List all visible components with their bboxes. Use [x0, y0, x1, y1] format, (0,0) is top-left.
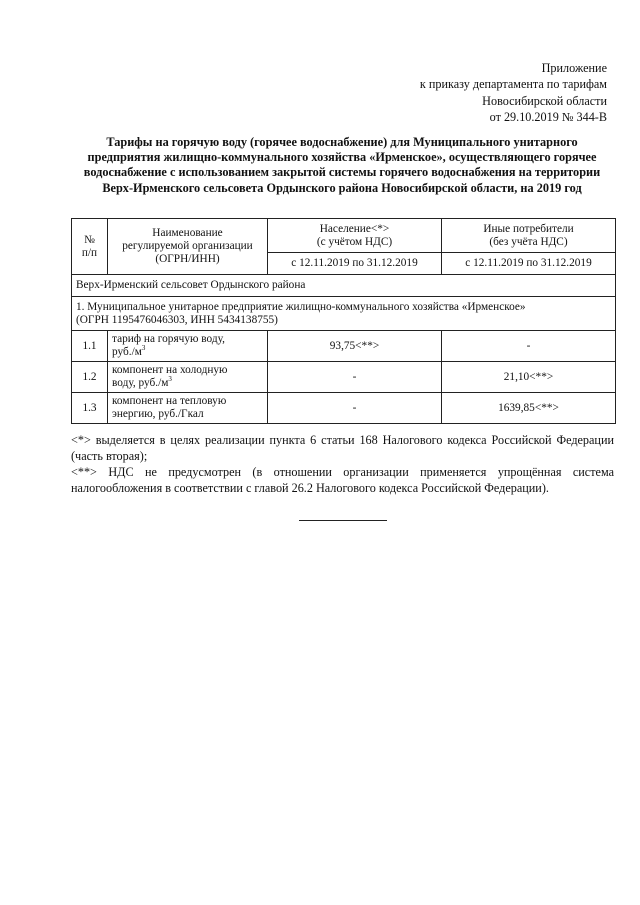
- appendix-header: [347, 60, 607, 126]
- row-other-value: 21,10<**>: [442, 362, 616, 393]
- appendix-line: Приложение: [541, 61, 607, 75]
- header-other: Иные потребители (без учёта НДС): [442, 219, 616, 253]
- appendix-line: Новосибирской области: [482, 93, 607, 108]
- appendix-line: к приказу департамента по тарифам: [419, 77, 607, 92]
- row-population-value: 93,75<**>: [268, 331, 442, 362]
- footnote-1: <*> выделяется в целях реализации пункта 6 статьи 168 Налогового кодекса Российской Федерации (часть вторая);: [71, 433, 614, 463]
- row-name: компонент на тепловую энергию, руб./Гкал: [108, 393, 268, 424]
- header-num: № п/п: [72, 219, 108, 275]
- row-population-value: -: [268, 393, 442, 424]
- header-population: Население<*> (с учётом НДС): [268, 219, 442, 253]
- section-row: [72, 275, 616, 297]
- row-other-value: 1639,85<**>: [442, 393, 616, 424]
- row-number: 1.3: [72, 393, 108, 424]
- row-name: тариф на горячую воду, $руб./м^3$: [108, 331, 268, 362]
- row-number: 1.1: [72, 331, 108, 362]
- table-row: [72, 331, 616, 362]
- end-divider: [299, 520, 387, 521]
- row-name: компонент на холодную воду, $руб./м^3$: [108, 362, 268, 393]
- organization-row: [72, 297, 616, 331]
- section-name: Верх-Ирменский сельсовет Ордынского района: [72, 275, 616, 297]
- header-other-period: с 12.11.2019 по 31.12.2019: [442, 253, 616, 275]
- organization-name: 1. Муниципальное унитарное предприятие жилищно-коммунального хозяйства «Ирменское» (ОГРН 1195476046303, ИНН 5434138755): [72, 297, 616, 331]
- header-organization: Наименование регулируемой организации (ОГРН/ИНН): [108, 219, 268, 275]
- header-row: [72, 219, 616, 253]
- footnote-2: <**> НДС не предусмотрен (в отношении организации применяется упрощённая система налогообложения в соответствии с главой 26.2 Налогового кодекса Российской Федерации).: [71, 465, 614, 495]
- row-other-value: -: [442, 331, 616, 362]
- table-row: [72, 393, 616, 424]
- footnotes: [71, 432, 614, 496]
- row-number: 1.2: [72, 362, 108, 393]
- row-population-value: -: [268, 362, 442, 393]
- table-row: [72, 362, 616, 393]
- header-population-period: с 12.11.2019 по 31.12.2019: [268, 253, 442, 275]
- tariff-table: [71, 218, 616, 424]
- document-title: Тарифы на горячую воду (горячее водоснабжение) для Муниципального унитарного предприятия жилищно-коммунального хозяйства «Ирменское», осуществляющего горячее водоснабжение с использованием закрытой системы горячего водоснабжения на территории Верх-Ирменского сельсовета Ордынского района Новосибирской области, на 2019 год: [83, 135, 601, 195]
- appendix-line: от 29.10.2019 № 344-В: [489, 110, 607, 125]
